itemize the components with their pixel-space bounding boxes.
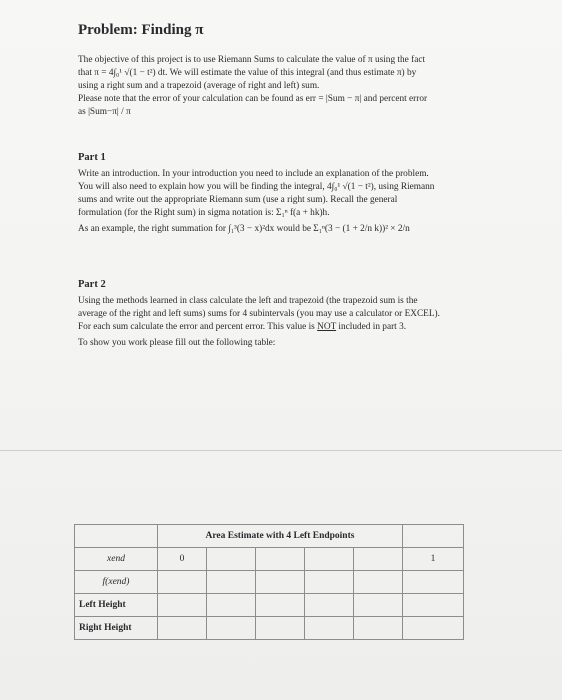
part1-paragraph	[78, 168, 518, 236]
fxend-cell-4[interactable]	[354, 571, 403, 594]
table-title-row	[75, 525, 464, 548]
part1-line-4: formulation (for the Right sum) in sigma notation is: Σ₁ⁿ f(a + hk)h.	[78, 208, 330, 218]
not-emphasis: NOT	[317, 322, 337, 332]
intro-line-1: The objective of this project is to use Riemann Sums to calculate the value of π using the fact	[78, 55, 426, 65]
part2-line-4: To show you work please fill out the following table:	[78, 338, 276, 348]
xend-cell-0[interactable]: 0	[158, 548, 207, 571]
table-row	[75, 594, 464, 617]
part1-line-3: sums and write out the appropriate Riemann sum (use a right sum). Recall the general	[78, 195, 398, 205]
xend-label	[75, 548, 158, 571]
area-estimate-table	[74, 524, 464, 640]
part2-heading: Part 2	[78, 279, 106, 290]
xend-label-text: xend	[107, 554, 125, 564]
intro-line-5: as |Sum−π| / π	[78, 107, 131, 117]
part1-line-2: You will also need to explain how you will be finding the integral, 4∫₀¹ √(1 − t²), using Riemann	[78, 182, 435, 192]
xend-cell-2[interactable]	[256, 548, 305, 571]
table-row	[75, 617, 464, 640]
right-height-cell-4[interactable]	[354, 617, 403, 640]
left-height-label: Left Height	[75, 594, 158, 617]
page-divider	[0, 450, 562, 451]
table-row	[75, 548, 464, 571]
xend-cell-1[interactable]	[207, 548, 256, 571]
intro-line-4: Please note that the error of your calculation can be found as err = |Sum − π| and percent error	[78, 94, 428, 104]
fxend-label	[75, 571, 158, 594]
right-height-label: Right Height	[75, 617, 158, 640]
fxend-label-text: f(xend)	[102, 577, 130, 587]
right-height-cell-0[interactable]	[158, 617, 207, 640]
xend-cell-4[interactable]	[354, 548, 403, 571]
part1-heading: Part 1	[78, 152, 106, 163]
right-height-cell-3[interactable]	[305, 617, 354, 640]
part2-line-2: average of the right and left sums) sums for 4 subintervals (you may use a calculator or EXCEL).	[78, 309, 440, 319]
left-height-cell-4[interactable]	[354, 594, 403, 617]
left-height-cell-1[interactable]	[207, 594, 256, 617]
table-title: Area Estimate with 4 Left Endpoints	[158, 525, 403, 548]
part2-line-3-end: included in part 3.	[336, 322, 407, 332]
intro-line-3: using a right sum and a trapezoid (average of right and left) sum.	[78, 81, 320, 91]
fxend-cell-3[interactable]	[305, 571, 354, 594]
right-height-cell-1[interactable]	[207, 617, 256, 640]
table-row	[75, 571, 464, 594]
page-title: Problem: Finding π	[78, 22, 204, 38]
table-corner-cell	[75, 525, 158, 548]
part1-line-5: As an example, the right summation for ∫₁³(3 − x)²dx would be Σ₁ⁿ(3 − (1 + 2/n k))² × 2/n	[78, 224, 410, 234]
fxend-cell-2[interactable]	[256, 571, 305, 594]
left-height-cell-3[interactable]	[305, 594, 354, 617]
intro-paragraph	[78, 54, 518, 119]
fxend-cell-5[interactable]	[403, 571, 464, 594]
left-height-cell-0[interactable]	[158, 594, 207, 617]
fxend-cell-1[interactable]	[207, 571, 256, 594]
intro-line-2: that π = 4∫₀¹ √(1 − t²) dt. We will estimate the value of this integral (and thus estimate π) by	[78, 68, 417, 78]
table-title-extra-cell	[403, 525, 464, 548]
right-height-cell-2[interactable]	[256, 617, 305, 640]
part2-line-1: Using the methods learned in class calculate the left and trapezoid (the trapezoid sum is the	[78, 296, 418, 306]
right-height-cell-5[interactable]	[403, 617, 464, 640]
part1-line-1: Write an introduction. In your introduction you need to include an explanation of the problem.	[78, 169, 429, 179]
xend-cell-5[interactable]: 1	[403, 548, 464, 571]
part2-paragraph	[78, 295, 518, 350]
left-height-cell-2[interactable]	[256, 594, 305, 617]
left-height-cell-5[interactable]	[403, 594, 464, 617]
xend-cell-3[interactable]	[305, 548, 354, 571]
part2-line-3	[78, 321, 518, 334]
fxend-cell-0[interactable]	[158, 571, 207, 594]
part2-line-3-start: For each sum calculate the error and percent error. This value is	[78, 322, 318, 332]
